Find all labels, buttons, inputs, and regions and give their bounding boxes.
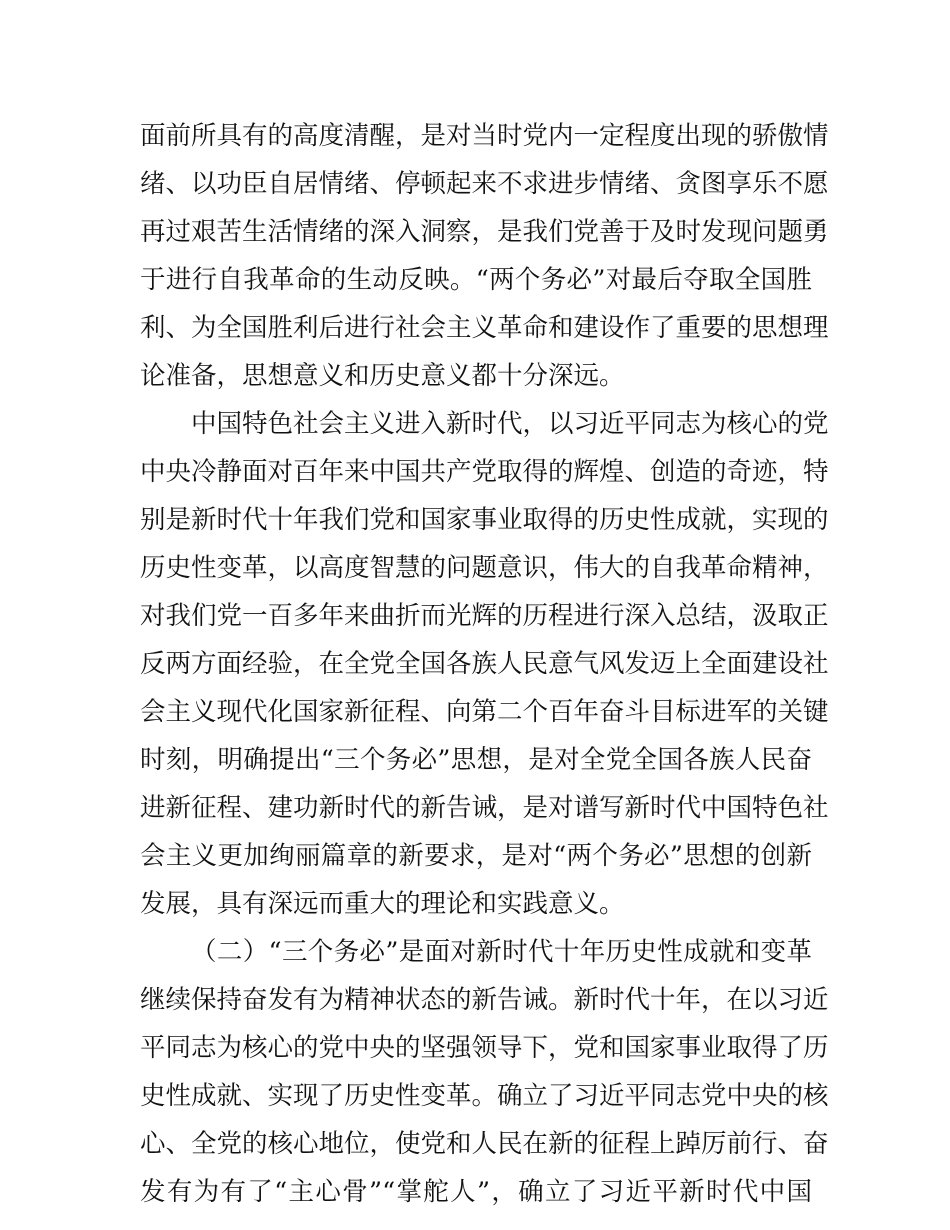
text-line: 对我们党一百多年来曲折而光辉的历程进行深入总结，汲取正 [140,601,829,631]
paragraph-2 [140,400,829,928]
text-line: 中央冷静面对百年来中国共产党取得的辉煌、创造的奇迹，特 [140,457,829,487]
text-line: 继续保持奋发有为精神状态的新告诫。新时代十年，在以习近 [140,985,829,1015]
text-line: 别是新时代十年我们党和国家事业取得的历史性成就，实现的 [140,505,829,535]
paragraph-3 [140,928,829,1216]
text-line: 进新征程、建功新时代的新告诫，是对谱写新时代中国特色社 [140,793,829,823]
text-line: 利、为全国胜利后进行社会主义革命和建设作了重要的思想理 [140,313,829,343]
text-line: 时刻，明确提出“三个务必”思想，是对全党全国各族人民奋 [140,745,812,775]
text-line: 发展，具有深远而重大的理论和实践意义。 [140,889,625,919]
text-line: 会主义更加绚丽篇章的新要求，是对“两个务必”思想的创新 [140,841,812,871]
paragraph-1 [140,112,829,400]
text-line: （二）“三个务必”是面对新时代十年历史性成就和变革 [191,937,812,967]
text-line: 历史性变革，以高度智慧的问题意识，伟大的自我革命精神， [140,553,829,583]
text-line: 发有为有了“主心骨”“掌舵人”，确立了习近平新时代中国 [140,1177,812,1207]
text-line: 史性成就、实现了历史性变革。确立了习近平同志党中央的核 [140,1081,829,1111]
text-line: 平同志为核心的党中央的坚强领导下，党和国家事业取得了历 [140,1033,829,1063]
text-line: 反两方面经验，在全党全国各族人民意气风发迈上全面建设社 [140,649,829,679]
text-line: 再过艰苦生活情绪的深入洞察，是我们党善于及时发现问题勇 [140,217,829,247]
text-line: 中国特色社会主义进入新时代，以习近平同志为核心的党 [191,409,829,439]
text-line: 论准备，思想意义和历史意义都十分深远。 [140,361,625,391]
text-line: 于进行自我革命的生动反映。“两个务必”对最后夺取全国胜 [140,265,812,295]
body-text [140,112,829,1216]
text-line: 会主义现代化国家新征程、向第二个百年奋斗目标进军的关键 [140,697,829,727]
text-line: 面前所具有的高度清醒，是对当时党内一定程度出现的骄傲情 [140,121,829,151]
text-line: 心、全党的核心地位，使党和人民在新的征程上踔厉前行、奋 [140,1129,829,1159]
text-line: 绪、以功臣自居情绪、停顿起来不求进步情绪、贪图享乐不愿 [140,169,829,199]
